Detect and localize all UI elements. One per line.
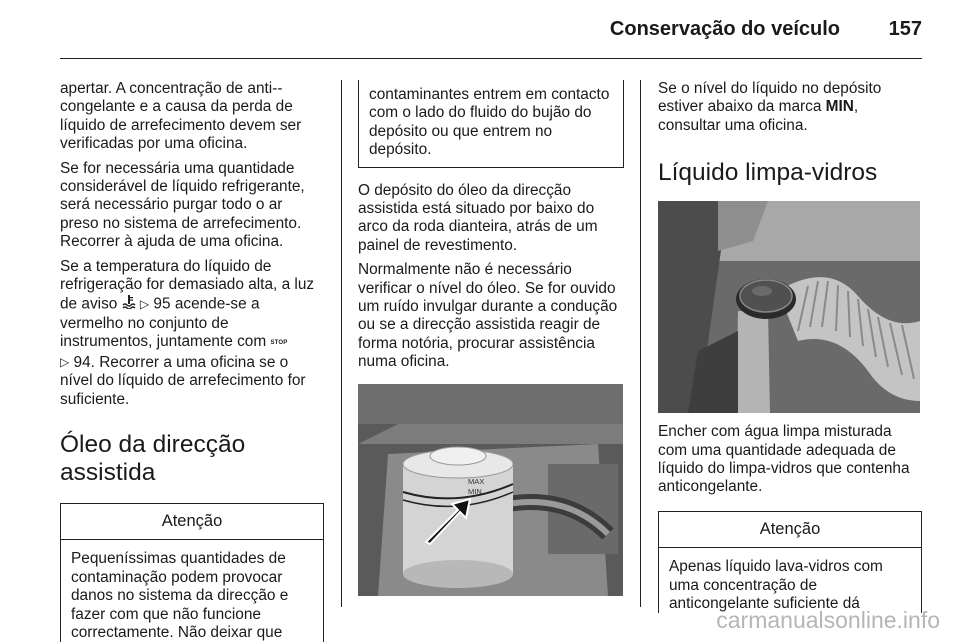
column-1 [60, 80, 324, 642]
paragraph: Se o nível do líquido no depósito estiver abaixo da marca MIN, consultar uma oficina. [658, 80, 882, 134]
column-divider-2 [640, 80, 641, 607]
notice-text: Apenas líquido lava-vidros com uma concentração de anticongelante suficiente dá [669, 558, 883, 613]
stop-icon: STOP [270, 340, 288, 347]
notice-box [60, 503, 324, 642]
watermark: carmanualsonline.info [716, 607, 940, 633]
column-2 [358, 80, 624, 596]
reference-arrow-icon: ▷ [139, 296, 150, 311]
notice-text: contaminantes entrem em contacto com o lado do fluido do bujão do depósito ou que entrem no depósito. [369, 86, 610, 159]
paragraph: Encher com água limpa misturada com uma quantidade adequada de líquido do limpa-vidros que contenha anticongelante. [658, 423, 910, 496]
section-heading: Óleo da direcção assistida [60, 430, 246, 486]
paragraph: Normalmente não é necessário verificar o nível do óleo. Se for ouvido um ruído invulgar durante a condução ou se a direcção assistida reagir de forma notória, procurar assistência numa oficina. [358, 261, 618, 371]
page-reference-link[interactable]: 94 [73, 353, 91, 371]
paragraph-warning-light: Se a temperatura do líquido de refrigeração for demasiado alta, a luz de aviso ▷ 95 acende-se a vermelho no conjunto de instrumentos, juntamente com STOP ▷ 94. Recorrer a uma oficina se o nível do líquido de arrefecimento for suficiente. [60, 257, 315, 408]
figure-min-label: MIN [468, 486, 482, 496]
column-divider-1 [341, 80, 342, 607]
reference-arrow-icon: ▷ [60, 354, 70, 369]
notice-title: Atenção [61, 504, 323, 540]
washer-fluid-reservoir-figure [658, 201, 920, 413]
page-reference-link[interactable]: 95 [153, 295, 171, 313]
notice-box [658, 511, 922, 614]
page-number: 157 [888, 18, 922, 40]
notice-text: Pequeníssimas quantidades de contaminação podem provocar danos no sistema da direcção e fazer com que não funcione correctamente. Não deixar que [71, 550, 289, 641]
column-3 [658, 80, 922, 613]
figure-max-label: MAX [468, 476, 485, 486]
paragraph: Se for necessária uma quantidade considerável de líquido refrigerante, será necessário purgar todo o ar preso no sistema de arrefecimento. Recorrer à ajuda de uma oficina. [60, 159, 305, 251]
section-heading: Líquido limpa-vidros [658, 159, 878, 187]
power-steering-reservoir-figure [358, 384, 623, 596]
header-divider [60, 58, 922, 59]
paragraph: apertar. A concentração de anti--congelante e a causa da perda de líquido de arrefecimento devem ser verificadas por uma oficina. [60, 80, 302, 153]
paragraph: O depósito do óleo da direcção assistida está situado por baixo do arco da roda dianteira, atrás de um painel de revestimento. [358, 181, 598, 254]
notice-box-continued [358, 80, 624, 168]
notice-title: Atenção [659, 512, 921, 548]
page-section-title: Conservação do veículo [609, 18, 840, 40]
min-mark: MIN [825, 98, 854, 116]
coolant-temperature-icon [122, 294, 136, 314]
